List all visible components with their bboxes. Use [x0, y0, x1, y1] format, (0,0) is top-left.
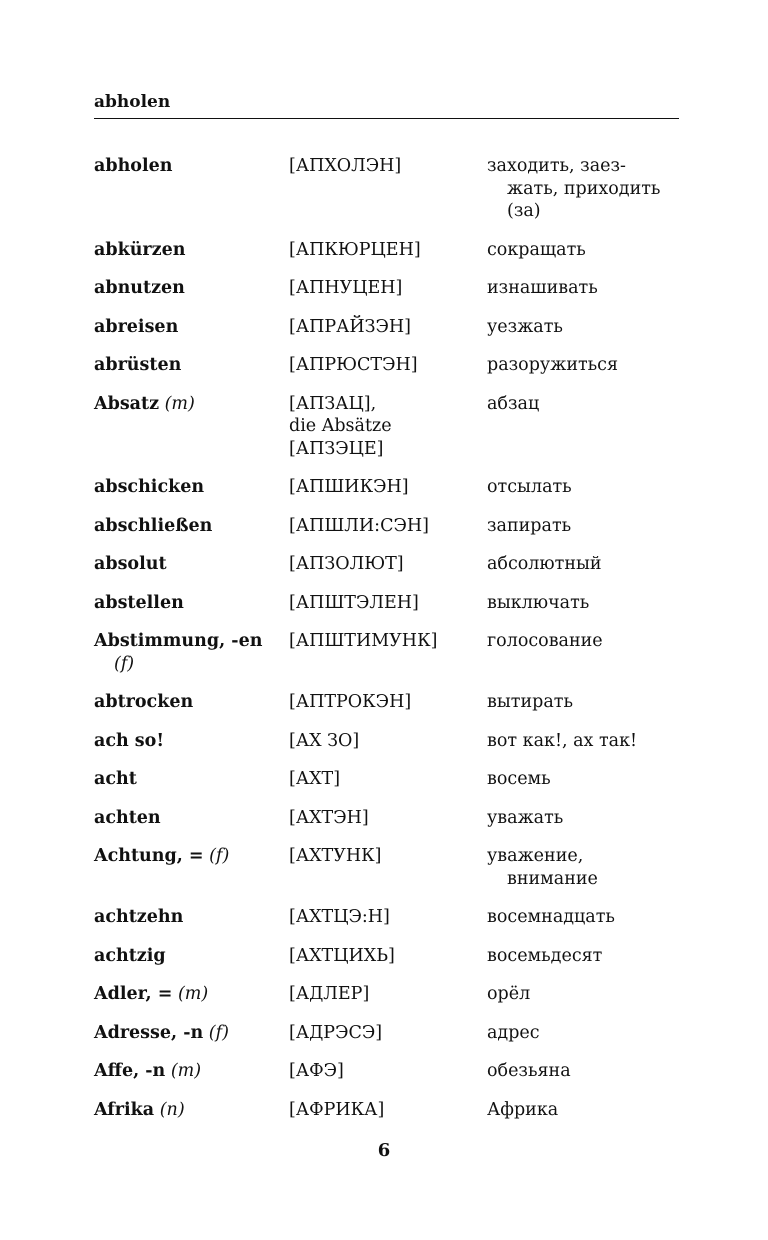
headword: abholen — [94, 156, 173, 176]
pronunciation-cell — [289, 1022, 487, 1045]
translation-cell — [487, 945, 679, 968]
translation-line: вот как!, ах так! — [487, 730, 638, 751]
translation-cell — [487, 983, 679, 1006]
headword: abschließen — [94, 515, 213, 536]
translation-line: (за) — [507, 201, 541, 221]
pronunciation-line: [АХТ] — [289, 769, 341, 789]
dictionary-entry — [94, 630, 679, 675]
pronunciation-cell — [289, 393, 487, 461]
translation-line: абзац — [487, 393, 540, 414]
translation-line: разоружиться — [487, 355, 619, 375]
translation-cell — [487, 277, 679, 300]
dictionary-entry — [94, 768, 679, 791]
headword-cell — [94, 983, 289, 1006]
pronunciation-line: [АПШИКЭН] — [289, 477, 409, 497]
translation-line: сокращать — [487, 239, 586, 260]
dictionary-entry — [94, 592, 679, 615]
pronunciation-cell — [289, 845, 487, 890]
translation-line: восемнадцать — [487, 907, 615, 927]
pronunciation-cell — [289, 1099, 487, 1122]
translation-cell — [487, 393, 679, 461]
headword-cell — [94, 730, 289, 753]
translation-line: выключать — [487, 592, 590, 613]
pronunciation-line: [АПЗОЛЮТ] — [289, 554, 404, 574]
pronunciation-cell — [289, 553, 487, 576]
dictionary-entry — [94, 354, 679, 377]
grammar-note: (f) — [114, 653, 135, 674]
translation-line: отсылать — [487, 477, 572, 497]
translation-line: уважение, — [487, 846, 584, 866]
pronunciation-cell — [289, 983, 487, 1006]
headword-cell — [94, 691, 289, 714]
pronunciation-line: [АФРИКА] — [289, 1099, 385, 1120]
dictionary-entry — [94, 316, 679, 339]
headword: acht — [94, 769, 137, 789]
translation-cell — [487, 239, 679, 262]
pronunciation-line: [АФЭ] — [289, 1061, 344, 1081]
pronunciation-line: [АПРЮСТЭН] — [289, 355, 418, 375]
pronunciation-cell — [289, 239, 487, 262]
translation-line: уважать — [487, 807, 564, 828]
dictionary-entry — [94, 730, 679, 753]
dictionary-entry — [94, 155, 679, 223]
pronunciation-cell — [289, 277, 487, 300]
dictionary-entry — [94, 1099, 679, 1122]
dictionary-entry — [94, 393, 679, 461]
translation-line: обезьяна — [487, 1061, 571, 1081]
pronunciation-line: [АПШТЭЛЕН] — [289, 592, 419, 613]
translation-cell — [487, 155, 679, 223]
headword-cell — [94, 1060, 289, 1083]
pronunciation-cell — [289, 730, 487, 753]
translation-cell — [487, 592, 679, 615]
headword: abrüsten — [94, 355, 182, 375]
headword: absolut — [94, 554, 167, 574]
headword-cell — [94, 393, 289, 461]
grammar-note: (n) — [159, 1099, 185, 1120]
translation-cell — [487, 630, 679, 675]
translation-cell — [487, 1060, 679, 1083]
pronunciation-line: [АПТРОКЭН] — [289, 692, 412, 712]
pronunciation-cell — [289, 807, 487, 830]
pronunciation-line: [АХТУНК] — [289, 846, 382, 866]
pronunciation-cell — [289, 476, 487, 499]
translation-cell — [487, 553, 679, 576]
translation-line: восемь — [487, 769, 551, 789]
headword: Adresse, -n — [94, 1022, 204, 1043]
translation-cell — [487, 807, 679, 830]
dictionary-entry — [94, 807, 679, 830]
headword-cell — [94, 239, 289, 262]
pronunciation-line: [АПРАЙЗЭН] — [289, 316, 412, 337]
translation-line: орёл — [487, 984, 531, 1004]
pronunciation-line: [АПНУЦЕН] — [289, 278, 403, 298]
translation-line: внимание — [507, 868, 598, 889]
translation-cell — [487, 354, 679, 377]
running-header — [94, 92, 679, 119]
headword-cell — [94, 515, 289, 538]
translation-cell — [487, 476, 679, 499]
headword-cell — [94, 592, 289, 615]
headword: achtzig — [94, 945, 166, 966]
translation-cell — [487, 691, 679, 714]
pronunciation-cell — [289, 592, 487, 615]
headword-cell — [94, 476, 289, 499]
headword: ach so! — [94, 730, 165, 751]
headword: Absatz — [94, 393, 160, 414]
translation-cell — [487, 1099, 679, 1122]
headword: abkürzen — [94, 239, 186, 260]
dictionary-entry — [94, 239, 679, 262]
pronunciation-cell — [289, 354, 487, 377]
headword: abreisen — [94, 316, 179, 337]
dictionary-entries — [94, 155, 679, 1137]
headword-cell — [94, 906, 289, 929]
pronunciation-cell — [289, 691, 487, 714]
dictionary-entry — [94, 945, 679, 968]
translation-line: абсолютный — [487, 554, 602, 574]
dictionary-entry — [94, 553, 679, 576]
headword-cell — [94, 553, 289, 576]
pronunciation-line: [АХТЭН] — [289, 807, 369, 828]
translation-cell — [487, 845, 679, 890]
grammar-note: (f) — [208, 1022, 229, 1043]
translation-line: изнашивать — [487, 278, 598, 298]
dictionary-entry — [94, 277, 679, 300]
translation-line: запирать — [487, 515, 572, 536]
pronunciation-line: [АХТЦЭ:Н] — [289, 907, 390, 927]
translation-line: Африка — [487, 1099, 559, 1120]
translation-line: жать, приходить — [507, 178, 661, 199]
translation-line: вытирать — [487, 692, 573, 712]
headword: Afrika — [94, 1099, 155, 1120]
headword: Adler, = — [94, 984, 173, 1004]
headword: abstellen — [94, 592, 184, 613]
translation-cell — [487, 515, 679, 538]
headword-cell — [94, 945, 289, 968]
headword: abschicken — [94, 477, 205, 497]
pronunciation-line: [АХ ЗО] — [289, 730, 360, 751]
headword-cell — [94, 316, 289, 339]
pronunciation-cell — [289, 906, 487, 929]
headword: achtzehn — [94, 907, 184, 927]
translation-line: уезжать — [487, 316, 563, 337]
headword: Achtung, = — [94, 846, 204, 866]
grammar-note: (f) — [209, 846, 230, 866]
translation-line: восемьдесят — [487, 945, 603, 966]
pronunciation-cell — [289, 945, 487, 968]
headword-cell — [94, 1099, 289, 1122]
translation-line: голосование — [487, 631, 603, 651]
dictionary-entry — [94, 691, 679, 714]
pronunciation-cell — [289, 155, 487, 223]
pronunciation-line: [АПХОЛЭН] — [289, 156, 402, 176]
translation-cell — [487, 768, 679, 791]
pronunciation-line: die Absätze — [289, 416, 392, 436]
dictionary-entry — [94, 1022, 679, 1045]
running-header-title: abholen — [94, 92, 171, 112]
headword: achten — [94, 807, 161, 828]
headword-cell — [94, 354, 289, 377]
dictionary-entry — [94, 906, 679, 929]
pronunciation-line: [АПЗАЦ], — [289, 393, 377, 414]
grammar-note: (m) — [177, 984, 209, 1004]
translation-cell — [487, 730, 679, 753]
dictionary-entry — [94, 476, 679, 499]
headword-cell — [94, 630, 289, 675]
pronunciation-line: [АДЛЕР] — [289, 984, 370, 1004]
headword-cell — [94, 807, 289, 830]
pronunciation-cell — [289, 630, 487, 675]
headword-cell — [94, 1022, 289, 1045]
pronunciation-line: [АПКЮРЦЕН] — [289, 239, 421, 260]
pronunciation-cell — [289, 515, 487, 538]
pronunciation-cell — [289, 316, 487, 339]
page-number: 6 — [377, 1140, 391, 1161]
headword: abtrocken — [94, 692, 194, 712]
headword: abnutzen — [94, 278, 185, 298]
headword-cell — [94, 845, 289, 890]
grammar-note: (m) — [170, 1061, 202, 1081]
headword-cell — [94, 277, 289, 300]
dictionary-entry — [94, 515, 679, 538]
pronunciation-cell — [289, 1060, 487, 1083]
headword-cell — [94, 768, 289, 791]
headword-cell — [94, 155, 289, 223]
pronunciation-cell — [289, 768, 487, 791]
pronunciation-line: [АПШЛИ:СЭН] — [289, 515, 429, 536]
translation-cell — [487, 906, 679, 929]
pronunciation-line: [АПЗЭЦЕ] — [289, 438, 384, 459]
translation-cell — [487, 1022, 679, 1045]
headword: Abstimmung, -en — [94, 631, 263, 651]
dictionary-entry — [94, 845, 679, 890]
translation-line: адрес — [487, 1022, 540, 1043]
pronunciation-line: [АПШТИМУНК] — [289, 631, 438, 651]
pronunciation-line: [АХТЦИХЬ] — [289, 945, 395, 966]
translation-cell — [487, 316, 679, 339]
dictionary-entry — [94, 1060, 679, 1083]
dictionary-entry — [94, 983, 679, 1006]
translation-line: заходить, заез- — [487, 156, 626, 176]
pronunciation-line: [АДРЭСЭ] — [289, 1022, 383, 1043]
headword: Affe, -n — [94, 1061, 166, 1081]
grammar-note: (m) — [164, 393, 195, 414]
